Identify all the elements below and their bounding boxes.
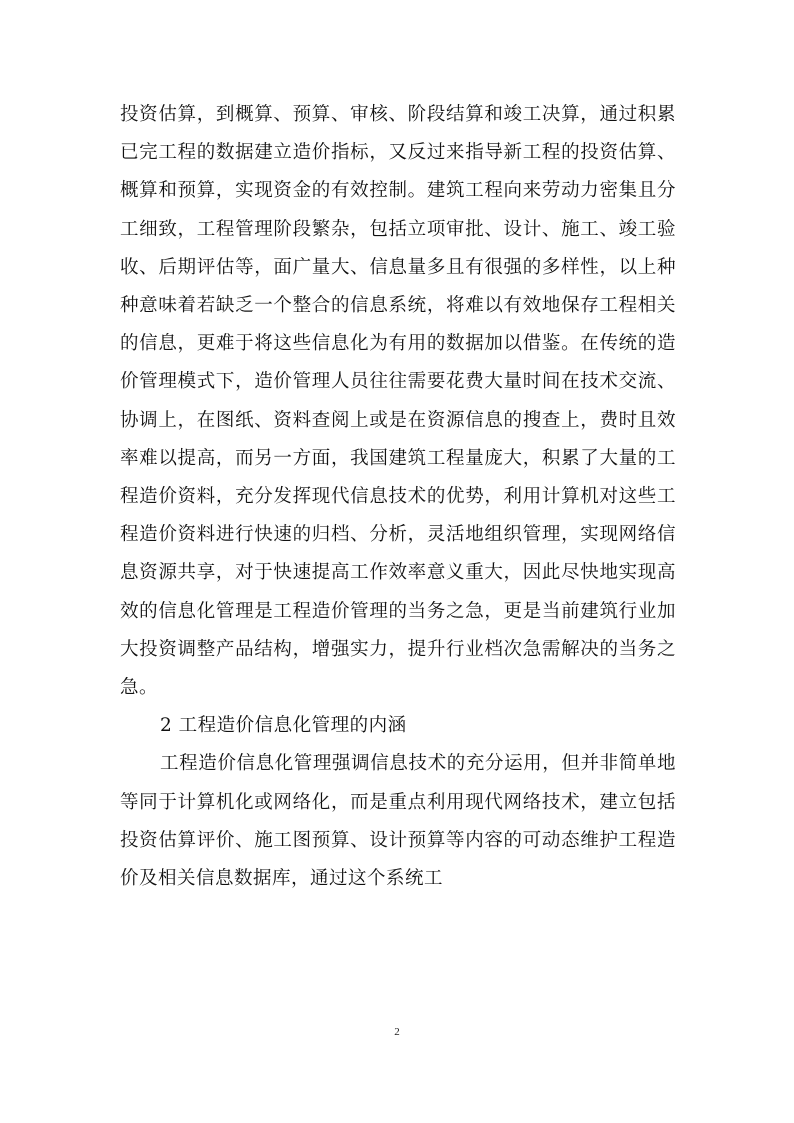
page-number: 2 [394,1026,400,1038]
body-paragraph: 投资估算，到概算、预算、审核、阶段结算和竣工决算，通过积累已完工程的数据建立造价指标，又反过来指导新工程的投资估算、概算和预算，实现资金的有效控制。建筑工程向来劳动力密集且分工细致，工程管理阶段繁杂，包括立项审批、设计、施工、竣工验收、后期评估等，面广量大、信息量多且有很强的多样性，以上种种意味着若缺乏一个整合的信息系统，将难以有效地保存工程相关的信息，更难于将这些信息化为有用的数据加以借鉴。在传统的造价管理模式下，造价管理人员往往需要花费大量时间在技术交流、协调上，在图纸、资料查阅上或是在资源信息的搜查上，费时且效率难以提高，而另一方面，我国建筑工程量庞大，积累了大量的工程造价资料，充分发挥现代信息技术的优势，利用计算机对这些工程造价资料进行快速的归档、分析，灵活地组织管理，实现网络信息资源共享，对于快速提高工作效率意义重大，因此尽快地实现高效的信息化管理是工程造价管理的当务之急，更是当前建筑行业加大投资调整产品结构，增强实力，提升行业档次急需解决的当务之急。 [120,104,676,699]
document-body [120,96,676,898]
section-paragraph: 工程造价信息化管理强调信息技术的充分运用，但并非简单地等同于计算机化或网络化，而是重点利用现代网络技术，建立包括投资估算评价、施工图预算、设计预算等内容的可动态维护工程造价及相关信息数据库，通过这个系统工 [120,753,676,890]
section-heading: 2 工程造价信息化管理的内涵 [160,715,407,737]
